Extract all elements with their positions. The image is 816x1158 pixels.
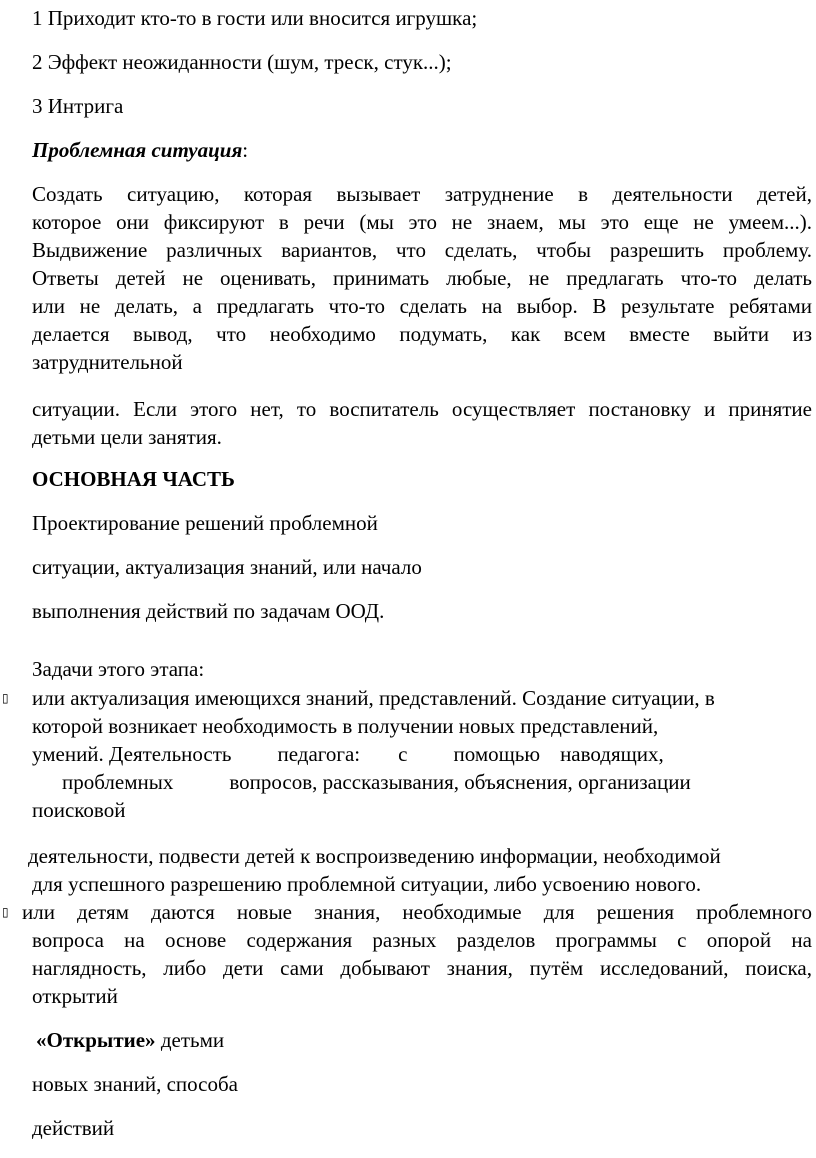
discovery-line bbox=[36, 1028, 224, 1052]
bullet-1-word: умений. Деятельность bbox=[32, 742, 232, 766]
bullet-1-word: с bbox=[398, 742, 408, 766]
new-knowledge-line: новых знаний, способа bbox=[32, 1072, 238, 1096]
bullet-icon: ▯ bbox=[2, 905, 9, 919]
problem-paragraph-line: затруднительной bbox=[32, 350, 183, 374]
problem-heading-colon: : bbox=[242, 138, 249, 162]
discovery-term: «Открытие» bbox=[36, 1028, 156, 1052]
bullet-1-line: для успешного разрешению проблемной ситуации, либо усвоению нового. bbox=[32, 872, 702, 896]
bullet-1-line: или актуализация имеющихся знаний, представлений. Создание ситуации, в bbox=[32, 686, 715, 710]
bullet-1-line-3 bbox=[32, 742, 664, 766]
design-line-1: Проектирование решений проблемной bbox=[32, 511, 378, 535]
bullet-2-line: открытий bbox=[32, 984, 118, 1008]
bullet-1-word: помощью bbox=[453, 742, 541, 766]
problem-paragraph-line: Ответы детей не оценивать, принимать любые, не предлагать что-то делать bbox=[32, 266, 812, 290]
problem-paragraph-line: делается вывод, что необходимо подумать, как всем вместе выйти из bbox=[32, 322, 812, 346]
goal-paragraph-line: детьми цели занятия. bbox=[32, 425, 222, 449]
problem-paragraph-line: Выдвижение различных вариантов, что сделать, чтобы разрешить проблему. bbox=[32, 238, 812, 262]
goal-paragraph-line: ситуации. Если этого нет, то воспитатель осуществляет постановку и принятие bbox=[32, 397, 812, 421]
bullet-1-word: наводящих, bbox=[560, 742, 664, 766]
design-line-2: ситуации, актуализация знаний, или начало bbox=[32, 555, 422, 579]
bullet-1-line: которой возникает необходимость в получении новых представлений, bbox=[32, 714, 659, 738]
bullet-1-line: деятельности, подвести детей к воспроизведению информации, необходимой bbox=[28, 844, 721, 868]
problem-heading-line bbox=[32, 138, 248, 162]
bullet-1-line: поисковой bbox=[32, 798, 126, 822]
tasks-heading: Задачи этого этапа: bbox=[32, 657, 205, 681]
bullet-1-word: вопросов, рассказывания, объяснения, организации bbox=[229, 770, 691, 794]
discovery-rest: детьми bbox=[155, 1028, 225, 1052]
bullet-1-line-4 bbox=[62, 770, 691, 794]
bullet-icon: ▯ bbox=[2, 691, 9, 705]
bullet-2-line: вопроса на основе содержания разных разделов программы с опорой на bbox=[32, 928, 812, 952]
intro-line-2: 2 Эффект неожиданности (шум, треск, стук...); bbox=[32, 50, 452, 74]
problem-paragraph-line: Создать ситуацию, которая вызывает затруднение в деятельности детей, bbox=[32, 182, 812, 206]
problem-paragraph-line: которое они фиксируют в речи (мы это не знаем, мы это еще не умеем...). bbox=[32, 210, 812, 234]
intro-line-3: 3 Интрига bbox=[32, 94, 124, 118]
design-line-3: выполнения действий по задачам ООД. bbox=[32, 599, 385, 623]
bullet-1-word: педагога: bbox=[277, 742, 361, 766]
intro-line-1: 1 Приходит кто-то в гости или вносится игрушка; bbox=[32, 6, 478, 30]
bullet-2-line: или детям даются новые знания, необходимые для решения проблемного bbox=[22, 900, 812, 924]
main-part-heading: ОСНОВНАЯ ЧАСТЬ bbox=[32, 467, 235, 491]
actions-line: действий bbox=[32, 1116, 115, 1140]
bullet-2-line: наглядность, либо дети сами добывают знания, путём исследований, поиска, bbox=[32, 956, 812, 980]
problem-heading: Проблемная ситуация bbox=[32, 138, 243, 162]
bullet-1-word: проблемных bbox=[62, 770, 174, 794]
problem-paragraph-line: или не делать, а предлагать что-то сделать на выбор. В результате ребятами bbox=[32, 294, 812, 318]
